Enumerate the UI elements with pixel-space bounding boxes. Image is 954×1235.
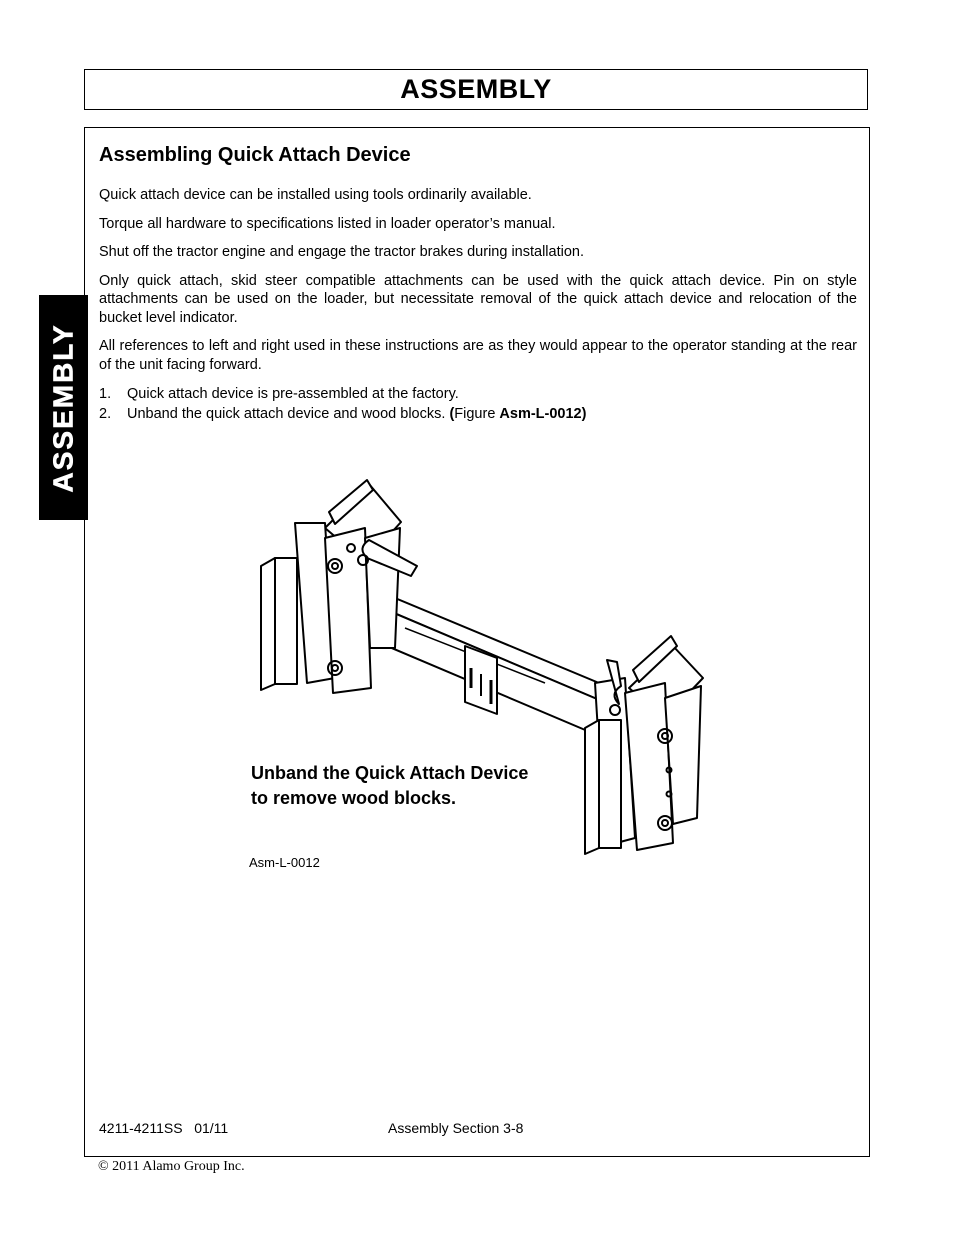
step-number: 2. bbox=[99, 406, 112, 422]
step-number: 1. bbox=[99, 386, 112, 402]
paragraph: Only quick attach, skid steer compatible attachments can be used with the quick attach device. Pin on style attachments can be used on the loader, but necessitate removal of the quick attach device and relocation of the bucket level indicator. bbox=[99, 272, 857, 326]
footer-page-section: Assembly Section 3-8 bbox=[388, 1120, 524, 1136]
quick-attach-device-illustration bbox=[245, 478, 715, 878]
paragraph: Shut off the tractor engine and engage the tractor brakes during installation. bbox=[99, 244, 584, 260]
step-text: Quick attach device is pre-assembled at the factory. bbox=[127, 386, 459, 402]
figure-ref-prefix: Figure bbox=[454, 406, 500, 422]
step-text: Unband the quick attach device and wood blocks. bbox=[127, 406, 450, 422]
paragraph: Quick attach device can be installed using tools ordinarily available. bbox=[99, 187, 532, 203]
footer-part-number: 4211-4211SS 01/11 bbox=[99, 1120, 229, 1136]
figure-ref-id: Asm-L-0012) bbox=[499, 406, 587, 422]
content-box bbox=[84, 127, 870, 1157]
step-text-wrap bbox=[127, 404, 586, 424]
step-item bbox=[99, 384, 857, 404]
header-title: ASSEMBLY bbox=[400, 74, 552, 104]
paragraph: Torque all hardware to specifications listed in loader operator’s manual. bbox=[99, 215, 556, 232]
step-list bbox=[99, 384, 857, 424]
side-tab bbox=[39, 295, 88, 520]
figure-id: Asm-L-0012 bbox=[249, 855, 320, 870]
step-item bbox=[99, 404, 857, 424]
paragraph: All references to left and right used in these instructions are as they would appear to the operator standing at the rear of the unit facing forward. bbox=[99, 338, 857, 373]
header-box bbox=[84, 69, 868, 110]
instructions bbox=[99, 186, 857, 424]
figure-caption: Unband the Quick Attach Device to remove wood blocks. bbox=[251, 763, 529, 808]
figure-ref-open: ( bbox=[449, 406, 455, 422]
copyright: © 2011 Alamo Group Inc. bbox=[98, 1159, 245, 1174]
side-tab-label: ASSEMBLY bbox=[47, 322, 79, 493]
section-title: Assembling Quick Attach Device bbox=[99, 144, 411, 166]
